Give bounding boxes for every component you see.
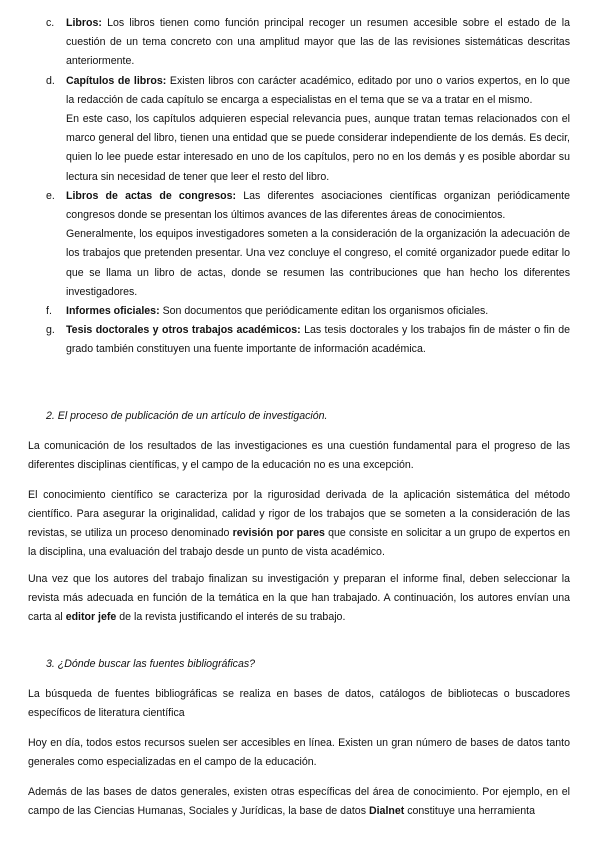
- source-type-list: [28, 14, 570, 360]
- list-item-body: Existen libros con carácter académico, editado por uno o varios expertos, en lo que la redacción de cada capítulo se encarga a especialistas en el tema que se va a tratar en el mismo.: [66, 74, 570, 106]
- list-item-text: [66, 14, 570, 72]
- list-item-text: [66, 72, 570, 110]
- list-item: [28, 14, 570, 72]
- list-item-term: Informes oficiales:: [66, 305, 160, 318]
- key-term-dialnet: Dialnet: [368, 804, 405, 817]
- list-marker: g.: [46, 324, 55, 337]
- paragraph: [28, 783, 570, 821]
- section-2-body-cont: [28, 559, 570, 638]
- list-item-body: Las diferentes asociaciones científicas organizan periódicamente congresos donde se presentan los últimos avances de las diferentes áreas de conocimientos.: [66, 189, 570, 222]
- list-marker: d.: [46, 74, 55, 87]
- list-item: [28, 321, 570, 359]
- paragraph-text: Una vez que los autores del trabajo finalizan su investigación y preparan el informe final, deben seleccionar la revista más adecuada en función de la temática en la que han trabajado. A continuación, los autores envían una carta al: [28, 572, 570, 623]
- list-item-term: Capítulos de libros:: [66, 74, 167, 87]
- list-marker: f.: [46, 305, 52, 318]
- list-item: [28, 72, 570, 187]
- list-item-paragraph: Generalmente, los equipos investigadores someten a la consideración de la organización la adecuación de los trabajos que pretenden presentar. Una vez concluye el congreso, el comité organizador puede editar lo que se llama un libro de actas, donde se resumen las contribuciones que han hecho los diferentes investigadores.: [66, 228, 570, 298]
- list-item-body: Los libros tienen como función principal recoger un resumen accesible sobre el estado de la cuestión de un tema concreto con una amplitud mayor que las de las revisiones sistemáticas descritas anteriormente.: [66, 17, 570, 68]
- paragraph-text: constituye una herramienta: [404, 804, 536, 817]
- paragraph-text: de la revista justificando el interés de su trabajo.: [116, 611, 346, 623]
- list-item-body: Las tesis doctorales y los trabajos fin de máster o fin de grado también constituyen una fuente importante de información académica.: [66, 324, 570, 356]
- paragraph: [28, 486, 570, 563]
- list-item-paragraph: En este caso, los capítulos adquieren especial relevancia pues, aunque tratan temas relacionados con el marco general del libro, tienen una entidad que se puede considerar independiente de los demás. Es decir, quien lo lee puede estar interesado en uno de los capítulos, pero no en los demás y es posible abordar su lectura sin necesidad de tener que leer el resto del libro.: [66, 113, 570, 183]
- list-item: [28, 302, 570, 321]
- section-3-heading: 3. ¿Dónde buscar las fuentes bibliográficas?: [46, 658, 256, 670]
- list-item-term: Libros de actas de congresos:: [66, 189, 236, 202]
- section-2-body: [28, 426, 570, 573]
- list-marker: c.: [46, 17, 55, 29]
- paragraph: [28, 570, 570, 628]
- paragraph-text: Además de las bases de datos generales, existen otras específicas del área de conocimiento. Por ejemplo, en el campo de las Ciencias Humanas, Sociales y Jurídicas, la base de datos: [28, 785, 570, 817]
- list-item-text: [66, 187, 570, 225]
- list-marker: e.: [46, 189, 55, 202]
- list-item-text: [66, 321, 570, 359]
- paragraph-text: que consiste en solicitar a un grupo de expertos en la disciplina, una evaluación del trabajo desde un punto de vista académico.: [28, 527, 570, 559]
- paragraph: La búsqueda de fuentes bibliográficas se realiza en bases de datos, catálogos de bibliotecas o buscadores específicos de literatura científica: [28, 687, 570, 719]
- paragraph: Hoy en día, todos estos recursos suelen ser accesibles en línea. Existen un gran número de bases de datos tanto generales como especializadas en el campo de la educación.: [28, 736, 570, 768]
- list-item-text: [66, 302, 570, 321]
- list-item-body: Son documentos que periódicamente editan los organismos oficiales.: [162, 305, 489, 318]
- key-term-editor-in-chief: editor jefe: [65, 611, 117, 623]
- list-item-term: Libros:: [66, 17, 102, 29]
- list-item-term: Tesis doctorales y otros trabajos académicos:: [66, 324, 301, 337]
- section-3-body: [28, 674, 570, 832]
- section-2-heading: 2. El proceso de publicación de un artículo de investigación.: [46, 410, 328, 422]
- list-item: [28, 187, 570, 302]
- paragraph-text: El conocimiento científico se caracteriza por la rigurosidad derivada de la aplicación sistemática del método científico. Para asegurar la originalidad, calidad y rigor de los trabajos que se someten a la consideración de las revistas, se utiliza un proceso denominado: [28, 488, 570, 539]
- key-term-peer-review: revisión por pares: [232, 527, 325, 539]
- paragraph: La comunicación de los resultados de las investigaciones es una cuestión fundamental para el progreso de las diferentes disciplinas científicas, y el campo de la educación no es una excepción.: [28, 439, 570, 471]
